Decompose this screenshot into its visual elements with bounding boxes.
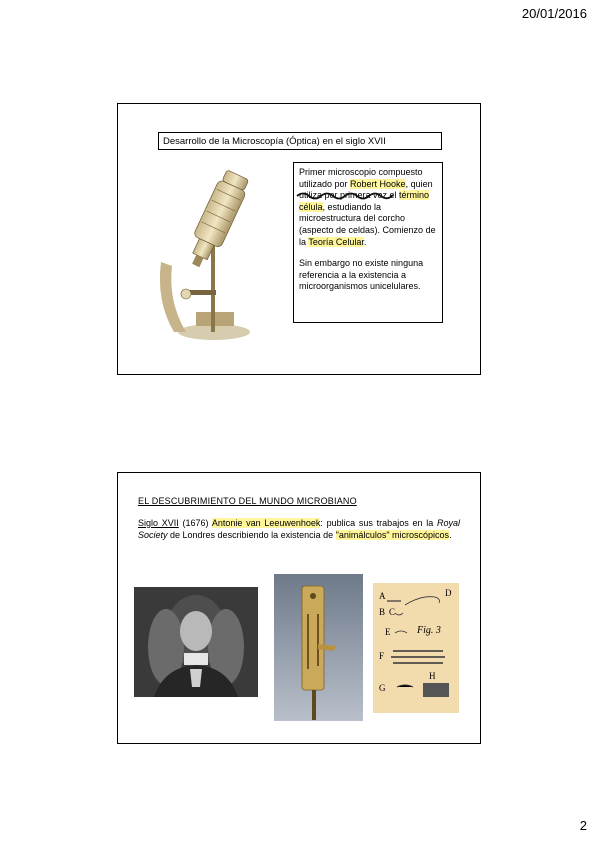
- leeuwenhoek-microscope-image: [274, 574, 363, 721]
- page-number: 2: [579, 818, 587, 833]
- fig-label-fig3: Fig. 3: [417, 625, 441, 636]
- highlight-animalculos: "animálculos" microscópicos: [335, 530, 450, 540]
- highlight-leeuwenhoek: Antonie van Leeuwenhoek: [211, 518, 321, 528]
- highlight-teoria-celular: Teoría Celular: [308, 236, 364, 247]
- fig-label-e: E: [385, 627, 391, 637]
- leeuwenhoek-paragraph: Siglo XVII (1676) Antonie van Leeuwenhoek: publica sus trabajos en la Royal Society de Londres describiendo la existencia de "animálculos" microscópicos.: [138, 518, 460, 540]
- highlight-termino-celula: término célula: [299, 190, 430, 212]
- page-date: 20/01/2016: [521, 6, 587, 21]
- animalcules-drawing-image: [373, 583, 459, 713]
- slide-leeuwenhoek: [117, 472, 481, 744]
- hooke-microscope-image: [156, 162, 256, 342]
- slide2-heading: EL DESCUBRIMIENTO DEL MUNDO MICROBIANO: [138, 496, 357, 506]
- fig-label-b: B: [379, 607, 386, 617]
- hooke-description-box: [293, 162, 443, 323]
- slide1-title: Desarrollo de la Microscopía (Óptica) en el siglo XVII: [158, 132, 442, 150]
- hooke-paragraph-2: Sin embargo no existe ninguna referencia a la existencia a microorganismos unicelulares.: [299, 258, 424, 292]
- fig-label-h: H: [429, 671, 436, 681]
- fig-label-d: D: [445, 588, 452, 598]
- slide-hooke: [117, 103, 481, 375]
- fig-label-g: G: [379, 683, 386, 693]
- leeuwenhoek-portrait-image: [134, 587, 258, 697]
- fig-label-a: A: [379, 591, 386, 601]
- handwritten-underline-scribble: [295, 190, 395, 200]
- hooke-paragraph-1: Primer microscopio compuesto utilizado por Robert Hooke, quien utiliza por primera vez el término célula, estudiando la microestructura del corcho (aspecto de celdas). Comienzo de la Teoría Celular.: [299, 167, 436, 247]
- fig-label-c: C: [389, 607, 396, 617]
- highlight-robert-hooke: Robert Hooke: [350, 178, 406, 189]
- fig-label-f: F: [379, 651, 385, 661]
